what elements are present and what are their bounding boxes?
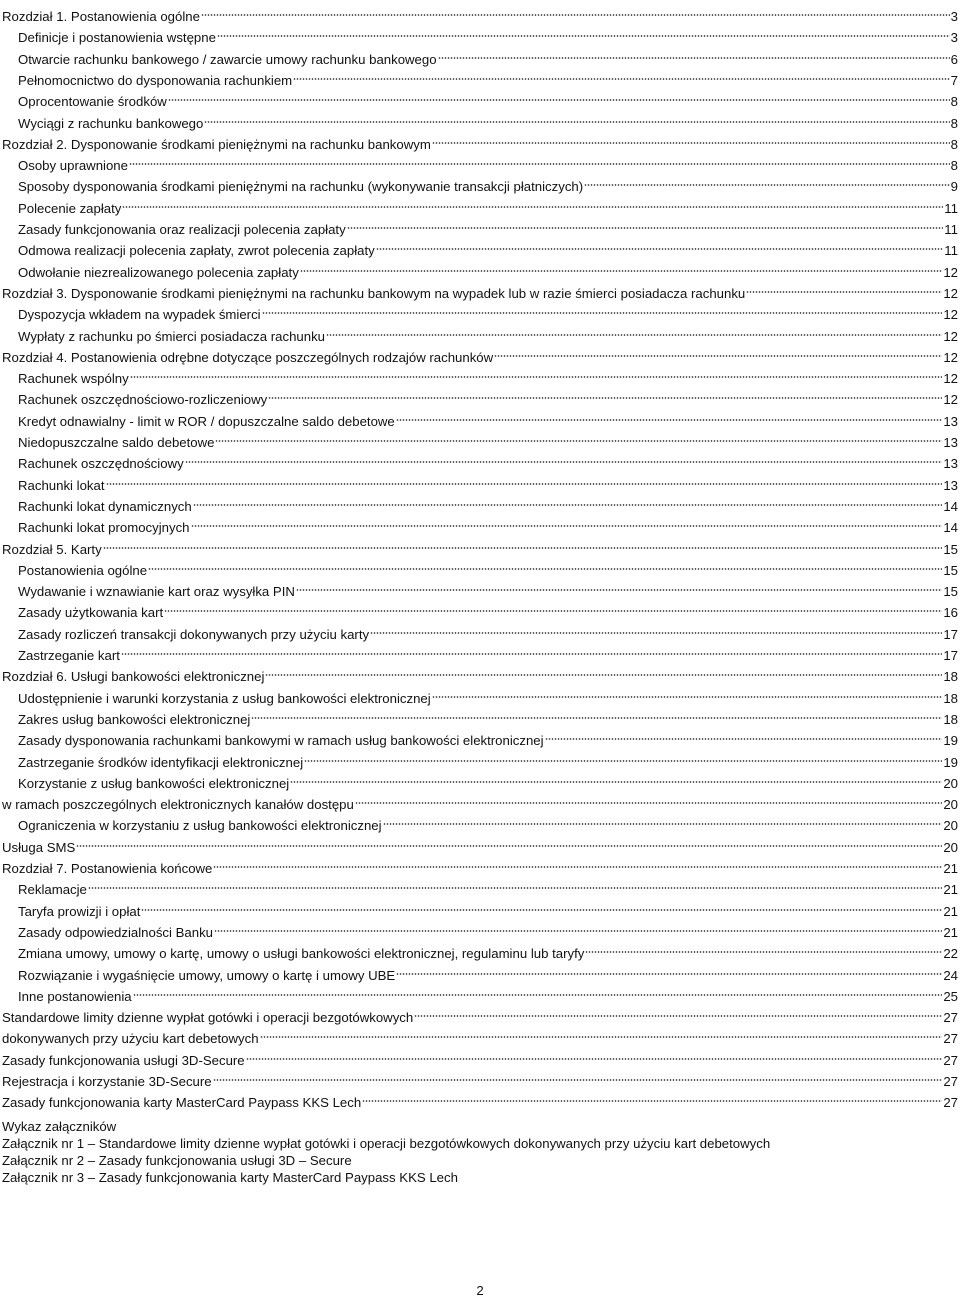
toc-entry-page: 7 (950, 72, 958, 88)
toc-entry-title: Udostępnienie i warunki korzystania z usług bankowości elektronicznej (18, 690, 431, 706)
dot-leader (304, 758, 942, 764)
dot-leader (168, 97, 950, 103)
toc-entry[interactable] (18, 240, 958, 261)
toc-entry-title: dokonywanych przy użyciu kart debetowych (2, 1031, 259, 1047)
toc-entry-title: Pełnomocnictwo do dysponowania rachunkiem (18, 72, 293, 88)
toc-entry-title: Polecenie zapłaty (18, 200, 122, 216)
toc-entry[interactable] (18, 326, 958, 347)
dot-leader (204, 119, 949, 125)
toc-entry-page: 11 (944, 243, 958, 259)
toc-entry-page: 18 (943, 669, 958, 685)
toc-entry[interactable] (18, 27, 958, 48)
toc-entry-page: 27 (943, 1074, 958, 1089)
toc-entry[interactable] (18, 453, 958, 474)
toc-entry[interactable] (18, 262, 958, 283)
toc-entry-page: 11 (944, 200, 958, 216)
dot-leader (246, 1056, 943, 1062)
toc-entry[interactable] (2, 134, 958, 155)
toc-entry-title: Odwołanie niezrealizowanego polecenia zapłaty (18, 264, 299, 280)
attachments-heading: Wykaz załączników (2, 1119, 117, 1134)
toc-entry-title: Oprocentowanie środków (18, 94, 167, 110)
toc-entry[interactable] (2, 837, 958, 858)
toc-entry[interactable] (18, 113, 958, 134)
toc-entry-title: Rozdział 2. Dysponowanie środkami pieniężnymi na rachunku bankowym (2, 136, 431, 152)
toc-entry-title: Zastrzeganie środków identyfikacji elektronicznej (18, 754, 304, 770)
toc-entry-title: Rozdział 6. Usługi bankowości elektronicznej (2, 669, 265, 685)
toc-entry[interactable] (18, 49, 958, 70)
toc-entry-page: 17 (943, 626, 958, 642)
toc-entry-page: 18 (943, 711, 958, 727)
toc-entry-title: Rachunek wspólny (18, 371, 129, 387)
toc-entry-title: Zasady funkcjonowania karty MasterCard Paypass KKS Lech (2, 1095, 362, 1111)
toc-entry-page: 16 (943, 605, 958, 621)
dot-leader (265, 672, 942, 678)
toc-entry-title: Rozdział 4. Postanowienia odrębne dotyczące poszczególnych rodzajów rachunków (2, 349, 494, 365)
toc-entry-page: 14 (943, 520, 958, 536)
page-number: 2 (476, 1283, 484, 1298)
toc-entry-page: 12 (943, 264, 958, 280)
dot-leader (396, 417, 943, 423)
toc-entry-title: Rozwiązanie i wygaśnięcie umowy, umowy o kartę i umowy UBE (18, 967, 396, 983)
toc-entry[interactable] (2, 1007, 958, 1028)
attachment-item: Załącznik nr 3 – Zasady funkcjonowania karty MasterCard Paypass KKS Lech (2, 1170, 458, 1185)
dot-leader (217, 33, 950, 39)
toc-entry-page: 13 (943, 413, 958, 429)
toc-entry-title: Rozdział 5. Karty (2, 541, 102, 557)
dot-leader (432, 140, 950, 146)
toc-entry-title: Otwarcie rachunku bankowego / zawarcie umowy rachunku bankowego (18, 51, 437, 67)
dot-leader (326, 332, 942, 338)
toc-entry-page: 15 (943, 541, 958, 557)
toc-entry-page: 3 (950, 9, 958, 24)
toc-entry-page: 19 (943, 754, 958, 770)
toc-entry-title: Osoby uprawnione (18, 158, 128, 174)
toc-entry-title: Postanowienia ogólne (18, 562, 148, 578)
toc-entry[interactable] (18, 752, 958, 773)
toc-entry-title: Zmiana umowy, umowy o kartę, umowy o usługi bankowości elektronicznej, regulaminu lub taryfy (18, 946, 585, 962)
toc-entry-page: 11 (944, 222, 958, 237)
dot-leader (494, 353, 942, 359)
toc-entry-page: 13 (943, 435, 958, 450)
toc-entry-title: Wypłaty z rachunku po śmierci posiadacza rachunku (18, 328, 326, 344)
toc-entry-title: Rozdział 3. Dysponowanie środkami pieniężnymi na rachunku bankowym na wypadek lub w razie śmierci posiadacza rachunku (2, 285, 746, 301)
toc-entry-page: 21 (943, 882, 958, 898)
dot-leader (296, 587, 942, 593)
toc-entry-title: Zasady dysponowania rachunkami bankowymi w ramach usług bankowości elektronicznej (18, 733, 544, 749)
toc-entry-title: Dyspozycja wkładem na wypadek śmierci (18, 307, 261, 323)
dot-leader (290, 779, 942, 785)
dot-leader (251, 715, 942, 721)
dot-leader (300, 268, 943, 274)
toc-entry[interactable] (2, 1050, 958, 1071)
toc-entry-title: Sposoby dysponowania środkami pieniężnymi na rachunku (wykonywanie transakcji płatniczych) (18, 179, 584, 195)
dot-leader (191, 523, 943, 529)
toc-entry-title: Kredyt odnawialny - limit w ROR / dopuszczalne saldo debetowe (18, 413, 395, 429)
toc-entry-page: 27 (943, 1095, 958, 1111)
toc-entry[interactable] (18, 730, 958, 751)
dot-leader (545, 736, 943, 742)
dot-leader (383, 821, 943, 827)
toc-entry[interactable] (18, 773, 958, 794)
toc-entry-title: Standardowe limity dzienne wypłat gotówki i operacji bezgotówkowych (2, 1010, 414, 1026)
dot-leader (746, 289, 942, 295)
toc-entry-title: Niedopuszczalne saldo debetowe (18, 435, 215, 450)
toc-entry-page: 12 (943, 392, 958, 408)
toc-entry[interactable] (18, 176, 958, 197)
toc-entry-page: 12 (943, 371, 958, 387)
toc-entry-page: 20 (943, 818, 958, 834)
toc-entry-title: Taryfa prowizji i opłat (18, 903, 141, 919)
toc-entry-page: 27 (943, 1031, 958, 1047)
toc-entry-title: Zasady funkcjonowania oraz realizacji polecenia zapłaty (18, 222, 346, 237)
toc-entry[interactable] (18, 986, 958, 1007)
toc-entry-title: Rachunki lokat promocyjnych (18, 520, 190, 536)
dot-leader (585, 949, 942, 955)
toc-entry-page: 12 (943, 349, 958, 365)
toc-entry[interactable] (18, 219, 958, 240)
toc-entry[interactable] (18, 91, 958, 112)
dot-leader (201, 12, 950, 18)
dot-leader (376, 246, 944, 252)
toc-entry[interactable] (18, 645, 958, 666)
toc-entry-page: 8 (950, 158, 958, 174)
toc-entry-page: 19 (943, 733, 958, 749)
dot-leader (215, 438, 942, 444)
toc-entry[interactable] (2, 794, 958, 815)
toc-entry-page: 15 (943, 562, 958, 578)
toc-entry-title: Rachunek oszczędnościowy (18, 456, 184, 472)
toc-entry[interactable] (18, 581, 958, 602)
toc-entry[interactable] (18, 304, 958, 325)
attachments-list (2, 1118, 770, 1186)
toc-entry-page: 21 (943, 924, 958, 940)
toc-entry-title: Zasady odpowiedzialności Banku (18, 924, 213, 940)
toc-entry-page: 17 (943, 648, 958, 663)
toc-entry[interactable] (18, 517, 958, 538)
toc-entry-title: Zasady rozliczeń transakcji dokonywanych przy użyciu karty (18, 626, 370, 642)
dot-leader (133, 992, 943, 998)
toc-entry-title: Rachunki lokat dynamicznych (18, 498, 192, 514)
toc-entry-page: 21 (943, 903, 958, 919)
toc-entry-page: 3 (950, 30, 958, 46)
dot-leader (268, 395, 942, 401)
toc-entry[interactable] (18, 560, 958, 581)
toc-entry-page: 20 (943, 839, 958, 855)
toc-entry[interactable] (18, 943, 958, 964)
toc-entry[interactable] (2, 858, 958, 879)
toc-entry[interactable] (18, 432, 958, 453)
toc-entry-page: 20 (943, 775, 958, 791)
toc-entry-title: w ramach poszczególnych elektronicznych kanałów dostępu (2, 797, 354, 813)
toc-entry-title: Ograniczenia w korzystaniu z usług bankowości elektronicznej (18, 818, 382, 834)
toc-entry[interactable] (18, 70, 958, 91)
toc-entry-title: Zastrzeganie kart (18, 648, 120, 663)
toc-entry[interactable] (18, 155, 958, 176)
toc-entry[interactable] (18, 389, 958, 410)
toc-entry[interactable] (2, 1092, 958, 1113)
dot-leader (347, 225, 944, 231)
dot-leader (213, 1077, 943, 1083)
toc-entry[interactable] (2, 666, 958, 687)
attachment-item: Załącznik nr 1 – Standardowe limity dzienne wypłat gotówki i operacji bezgotówkowych dokonywanych przy użyciu kart debetowych (2, 1136, 771, 1151)
dot-leader (106, 481, 943, 487)
toc-entry-title: Odmowa realizacji polecenia zapłaty, zwrot polecenia zapłaty (18, 243, 375, 259)
toc-entry-page: 8 (950, 115, 958, 131)
toc-entry-title: Rozdział 7. Postanowienia końcowe (2, 861, 213, 876)
toc-entry-title: Zakres usług bankowości elektronicznej (18, 711, 251, 727)
toc-entry-page: 27 (943, 1052, 958, 1068)
toc-entry[interactable] (18, 688, 958, 709)
dot-leader (355, 800, 942, 806)
toc-entry-title: Inne postanowienia (18, 988, 132, 1004)
dot-leader (129, 161, 950, 167)
toc-entry-title: Definicje i postanowienia wstępne (18, 30, 216, 46)
dot-leader (103, 545, 943, 551)
dot-leader (122, 204, 943, 210)
toc-entry-page: 22 (943, 946, 958, 962)
dot-leader (148, 566, 942, 572)
toc-entry[interactable] (18, 496, 958, 517)
toc-entry-page: 6 (950, 51, 958, 67)
toc-entry-page: 14 (943, 498, 958, 514)
dot-leader (362, 1098, 942, 1104)
toc-entry-page: 25 (943, 988, 958, 1004)
dot-leader (414, 1013, 942, 1019)
dot-leader (214, 928, 942, 934)
dot-leader (432, 694, 943, 700)
dot-leader (130, 374, 943, 380)
toc-entry[interactable] (18, 815, 958, 836)
toc-entry[interactable] (2, 6, 958, 27)
toc-entry[interactable] (2, 347, 958, 368)
dot-leader (193, 502, 943, 508)
toc-entry-page: 13 (943, 456, 958, 472)
dot-leader (213, 864, 942, 870)
toc-entry[interactable] (2, 539, 958, 560)
toc-entry[interactable] (18, 198, 958, 219)
toc-entry[interactable] (18, 624, 958, 645)
toc-entry[interactable] (2, 1028, 958, 1049)
toc-entry-title: Korzystanie z usług bankowości elektronicznej (18, 775, 290, 791)
toc-entry[interactable] (18, 411, 958, 432)
dot-leader (121, 651, 942, 657)
dot-leader (438, 55, 950, 61)
toc-entry-page: 12 (943, 285, 958, 301)
toc-entry-title: Rachunki lokat (18, 477, 105, 493)
toc-entry-page: 15 (943, 584, 958, 600)
dot-leader (260, 1034, 943, 1040)
toc-entry-page: 24 (943, 967, 958, 983)
toc-entry[interactable] (18, 965, 958, 986)
toc-entry-page: 12 (943, 328, 958, 344)
dot-leader (293, 76, 949, 82)
dot-leader (370, 630, 942, 636)
dot-leader (164, 608, 942, 614)
toc-entry-title: Reklamacje (18, 882, 87, 898)
toc-entry-page: 9 (950, 179, 958, 195)
toc-entry[interactable] (18, 709, 958, 730)
toc-entry[interactable] (2, 283, 958, 304)
dot-leader (141, 907, 942, 913)
toc-entry[interactable] (18, 602, 958, 623)
dot-leader (185, 459, 943, 465)
dot-leader (88, 885, 942, 891)
toc-entry-page: 20 (943, 797, 958, 813)
toc-entry-page: 21 (943, 861, 958, 876)
toc-entry[interactable] (18, 879, 958, 900)
dot-leader (76, 843, 942, 849)
toc-entry-title: Rachunek oszczędnościowo-rozliczeniowy (18, 392, 268, 408)
dot-leader (584, 182, 950, 188)
attachment-item: Załącznik nr 2 – Zasady funkcjonowania usługi 3D – Secure (2, 1153, 352, 1168)
toc-entry-page: 8 (950, 94, 958, 110)
toc-entry[interactable] (18, 901, 958, 922)
toc-entry-title: Wydawanie i wznawianie kart oraz wysyłka PIN (18, 584, 295, 600)
toc-entry-title: Rejestracja i korzystanie 3D-Secure (2, 1074, 212, 1089)
toc-entry[interactable] (2, 1071, 958, 1092)
dot-leader (396, 971, 942, 977)
toc-entry-page: 13 (943, 477, 958, 493)
toc-entry[interactable] (18, 368, 958, 389)
toc-entry-title: Usługa SMS (2, 839, 76, 855)
toc-entry-title: Zasady funkcjonowania usługi 3D-Secure (2, 1052, 245, 1068)
toc-entry-page: 18 (943, 690, 958, 706)
toc-entry-title: Zasady użytkowania kart (18, 605, 164, 621)
toc-entry-page: 27 (943, 1010, 958, 1026)
toc-entry-page: 8 (950, 136, 958, 152)
toc-entry[interactable] (18, 922, 958, 943)
toc-entry-page: 12 (943, 307, 958, 323)
toc-entry-title: Wyciągi z rachunku bankowego (18, 115, 204, 131)
dot-leader (262, 310, 943, 316)
toc-entry[interactable] (18, 475, 958, 496)
toc-entry-title: Rozdział 1. Postanowienia ogólne (2, 9, 200, 24)
